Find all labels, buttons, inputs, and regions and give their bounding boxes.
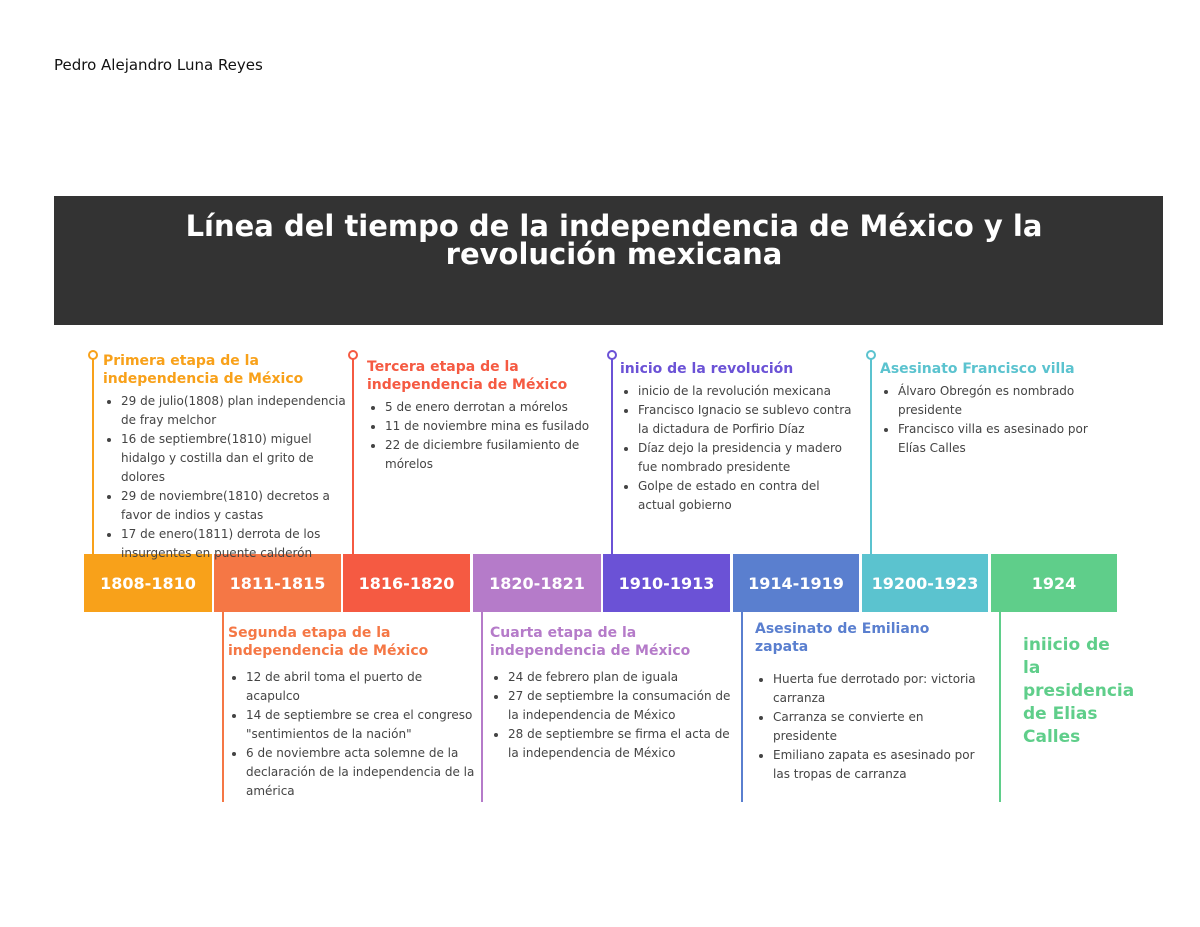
period-bar-1816-1820: 1816-1820 [343, 554, 470, 612]
author-name: Pedro Alejandro Luna Reyes [54, 56, 263, 74]
event-item: • 11 de noviembre mina es fusilado [385, 417, 605, 436]
event-title: Primera etapa de la independencia de México [103, 353, 304, 387]
event-title: Segunda etapa de la independencia de México [228, 625, 429, 659]
period-bar-1820-1821: 1820-1821 [473, 554, 601, 612]
event-title: inicio de la revolución [620, 361, 794, 377]
connector-pin-1 [88, 350, 98, 360]
page-title: Línea del tiempo de la independencia de México y la revolución mexicana [185, 209, 1043, 271]
title-banner [54, 196, 1163, 325]
connector-line-6 [741, 612, 743, 802]
event-card-asesinato-villa [880, 360, 1112, 458]
connector-line-2 [222, 612, 224, 802]
event-item: • 16 de septiembre(1810) miguel hidalgo y costilla dan el grito de dolores [121, 430, 348, 487]
connector-line-3 [352, 358, 354, 554]
event-item: • 28 de septiembre se firma el acta de la independencia de México [508, 725, 735, 763]
event-title: Cuarta etapa de la independencia de México [490, 625, 691, 659]
event-title: Tercera etapa de la independencia de México [367, 359, 568, 393]
connector-line-5 [611, 358, 613, 554]
event-card-cuarta-etapa [490, 624, 735, 763]
period-bar-1910-1913: 1910-1913 [603, 554, 730, 612]
event-item: • 17 de enero(1811) derrota de los insurgentes en puente calderón [121, 525, 348, 563]
connector-line-7 [870, 358, 872, 554]
event-item: • Álvaro Obregón es nombrado presidente [898, 382, 1112, 420]
event-item: • 6 de noviembre acta solemne de la declaración de la independencia de la américa [246, 744, 478, 801]
connector-line-1 [92, 358, 94, 554]
connector-pin-5 [607, 350, 617, 360]
event-item: • 14 de septiembre se crea el congreso "sentimientos de la nación" [246, 706, 478, 744]
event-card-presidencia-calles [1023, 634, 1135, 749]
event-item: • 29 de noviembre(1810) decretos a favor de indios y castas [121, 487, 348, 525]
event-item: • 29 de julio(1808) plan independencia de fray melchor [121, 392, 348, 430]
event-item: • Emiliano zapata es asesinado por las tropas de carranza [773, 746, 985, 784]
event-item: • Golpe de estado en contra del actual gobierno [638, 477, 860, 515]
event-item: • Díaz dejo la presidencia y madero fue nombrado presidente [638, 439, 860, 477]
event-card-segunda-etapa [228, 624, 478, 801]
connector-line-8 [999, 612, 1001, 802]
period-bar-19200-1923: 19200-1923 [862, 554, 988, 612]
period-bar-1924: 1924 [991, 554, 1117, 612]
period-bar-1914-1919: 1914-1919 [733, 554, 859, 612]
event-card-asesinato-zapata [755, 620, 985, 784]
event-item: • 12 de abril toma el puerto de acapulco [246, 668, 478, 706]
event-item: • Francisco Ignacio se sublevo contra la dictadura de Porfirio Díaz [638, 401, 860, 439]
event-title: iniicio de la presidencia de Elias Calles [1023, 635, 1135, 747]
event-title: Asesinato de Emiliano zapata [755, 621, 930, 655]
event-item: • Francisco villa es asesinado por Elías Calles [898, 420, 1112, 458]
event-card-primera-etapa [103, 352, 348, 563]
period-bar-1808-1810: 1808-1810 [84, 554, 212, 612]
event-item: • 22 de diciembre fusilamiento de mórelos [385, 436, 605, 474]
event-card-tercera-etapa [367, 358, 605, 474]
event-item: • inicio de la revolución mexicana [638, 382, 860, 401]
event-item: • Carranza se convierte en presidente [773, 708, 985, 746]
connector-pin-3 [348, 350, 358, 360]
connector-line-4 [481, 612, 483, 802]
connector-pin-7 [866, 350, 876, 360]
event-item: • 27 de septiembre la consumación de la independencia de México [508, 687, 735, 725]
period-bar-1811-1815: 1811-1815 [214, 554, 341, 612]
event-item: • 24 de febrero plan de iguala [508, 668, 735, 687]
event-title: Asesinato Francisco villa [880, 361, 1075, 377]
event-item: • Huerta fue derrotado por: victoria carranza [773, 670, 985, 708]
event-card-inicio-revolucion [620, 360, 860, 515]
event-item: • 5 de enero derrotan a mórelos [385, 398, 605, 417]
